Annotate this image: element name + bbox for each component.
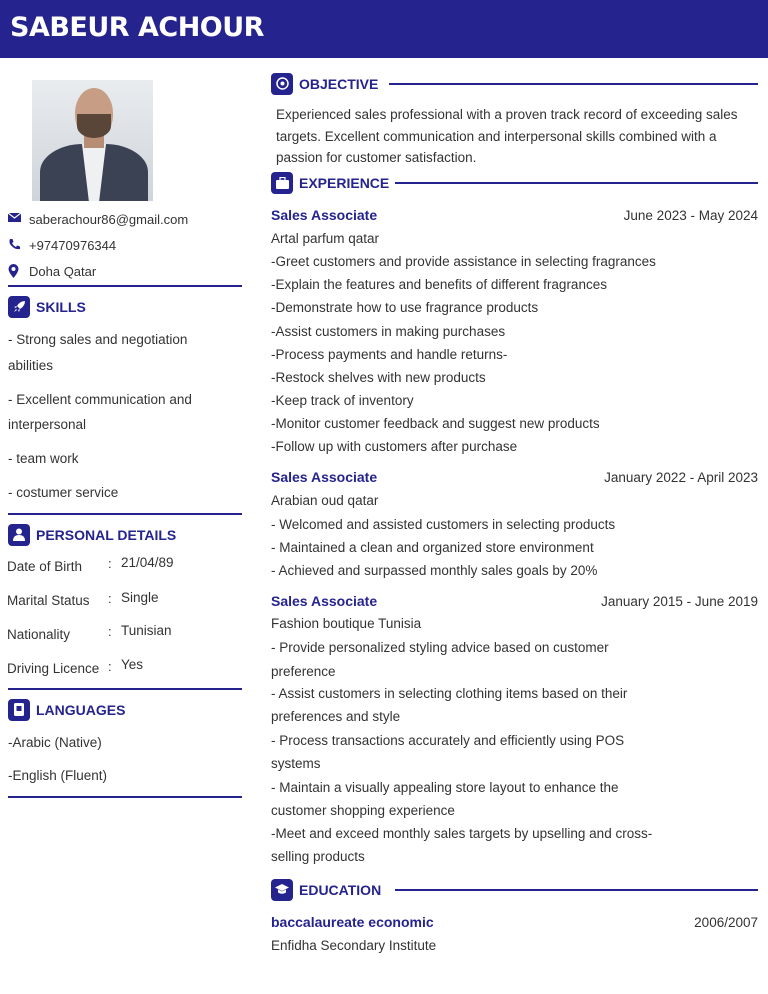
target-icon bbox=[271, 73, 293, 95]
job-line: - Assist customers in selecting clothing items based on their bbox=[271, 686, 628, 701]
language-item: -Arabic (Native) bbox=[8, 735, 102, 750]
job-line: -Assist customers in making purchases bbox=[271, 324, 506, 339]
job-line: -Greet customers and provide assistance in selecting fragrances bbox=[271, 254, 656, 269]
job-line: -Process payments and handle returns- bbox=[271, 347, 508, 362]
job-line: preference bbox=[271, 664, 336, 679]
licence-label: Driving Licence bbox=[7, 661, 100, 676]
job-line: - Provide personalized styling advice based on customer bbox=[271, 640, 609, 655]
objective-text: Experienced sales professional with a proven track record of exceeding sales targets. Excellent communication and interpersonal skills combined with a passion for customer satisfaction. bbox=[276, 107, 738, 165]
marital-value: Single bbox=[121, 590, 159, 605]
job-title: Sales Associate bbox=[271, 469, 378, 485]
dob-label: Date of Birth bbox=[7, 559, 83, 574]
divider bbox=[8, 513, 242, 515]
job-title: Sales Associate bbox=[271, 593, 378, 609]
map-pin-icon bbox=[8, 264, 22, 278]
phone-text: +97470976344 bbox=[29, 238, 117, 253]
job-company: Arabian oud qatar bbox=[271, 493, 379, 508]
skill-line: - Strong sales and negotiation bbox=[8, 332, 188, 347]
education-dates: 2006/2007 bbox=[694, 915, 758, 930]
email-text: saberachour86@gmail.com bbox=[29, 212, 189, 227]
job-line: - Process transactions accurately and efficiently using POS bbox=[271, 733, 625, 748]
job-line: customer shopping experience bbox=[271, 803, 455, 818]
objective-title: OBJECTIVE bbox=[299, 76, 379, 92]
divider bbox=[8, 688, 242, 690]
skill-line: - Excellent communication and bbox=[8, 392, 192, 407]
skill-line: - team work bbox=[8, 451, 79, 466]
personal-title: PERSONAL DETAILS bbox=[36, 527, 177, 543]
licence-value: Yes bbox=[121, 657, 144, 672]
job-line: - Achieved and surpassed monthly sales goals by 20% bbox=[271, 563, 598, 578]
job-dates: June 2023 - May 2024 bbox=[623, 208, 758, 223]
job-line: -Follow up with customers after purchase bbox=[271, 439, 518, 454]
job-line: selling products bbox=[271, 849, 365, 864]
experience-title: EXPERIENCE bbox=[299, 175, 390, 191]
location-text: Doha Qatar bbox=[29, 264, 97, 279]
nationality-label: Nationality bbox=[7, 627, 71, 642]
job-line: -Keep track of inventory bbox=[271, 393, 414, 408]
job-title: Sales Associate bbox=[271, 207, 378, 223]
job-line: systems bbox=[271, 756, 321, 771]
education-title: EDUCATION bbox=[299, 882, 382, 898]
user-icon bbox=[8, 524, 30, 546]
language-book-icon bbox=[8, 699, 30, 721]
job-line: -Monitor customer feedback and suggest new products bbox=[271, 416, 600, 431]
skills-title: SKILLS bbox=[36, 299, 86, 315]
job-line: - Maintained a clean and organized store environment bbox=[271, 540, 594, 555]
job-line: - Maintain a visually appealing store layout to enhance the bbox=[271, 780, 619, 795]
job-company: Fashion boutique Tunisia bbox=[271, 616, 422, 631]
objective-heading bbox=[271, 73, 758, 95]
graduation-cap-icon bbox=[271, 879, 293, 901]
job-line: -Restock shelves with new products bbox=[271, 370, 486, 385]
skill-line: - costumer service bbox=[8, 485, 119, 500]
job-line: - Welcomed and assisted customers in selecting products bbox=[271, 517, 616, 532]
job-line: -Explain the features and benefits of different fragrances bbox=[271, 277, 607, 292]
languages-title: LANGUAGES bbox=[36, 702, 126, 718]
skill-line: abilities bbox=[8, 358, 54, 373]
marital-label: Marital Status bbox=[7, 593, 90, 608]
language-item: -English (Fluent) bbox=[8, 768, 108, 783]
job-line: preferences and style bbox=[271, 709, 401, 724]
job-line: -Meet and exceed monthly sales targets by upselling and cross- bbox=[271, 826, 653, 841]
degree-title: baccalaureate economic bbox=[271, 914, 434, 930]
divider bbox=[8, 796, 242, 798]
job-line: -Demonstrate how to use fragrance products bbox=[271, 300, 539, 315]
divider bbox=[8, 285, 242, 287]
job-dates: January 2015 - June 2019 bbox=[601, 594, 758, 609]
education-heading bbox=[271, 879, 758, 901]
job-company: Artal parfum qatar bbox=[271, 231, 380, 246]
job-dates: January 2022 - April 2023 bbox=[604, 470, 758, 485]
profile-photo bbox=[32, 80, 153, 201]
phone-icon bbox=[8, 238, 22, 252]
nationality-value: Tunisian bbox=[121, 623, 172, 638]
candidate-name: SABEUR ACHOUR bbox=[10, 12, 264, 43]
dob-value: 21/04/89 bbox=[121, 555, 174, 570]
experience-heading bbox=[271, 172, 758, 194]
envelope-icon bbox=[8, 212, 22, 226]
rocket-icon bbox=[8, 296, 30, 318]
school-name: Enfidha Secondary Institute bbox=[271, 938, 437, 953]
briefcase-icon bbox=[271, 172, 293, 194]
header-bar bbox=[0, 0, 768, 58]
skill-line: interpersonal bbox=[8, 417, 87, 432]
